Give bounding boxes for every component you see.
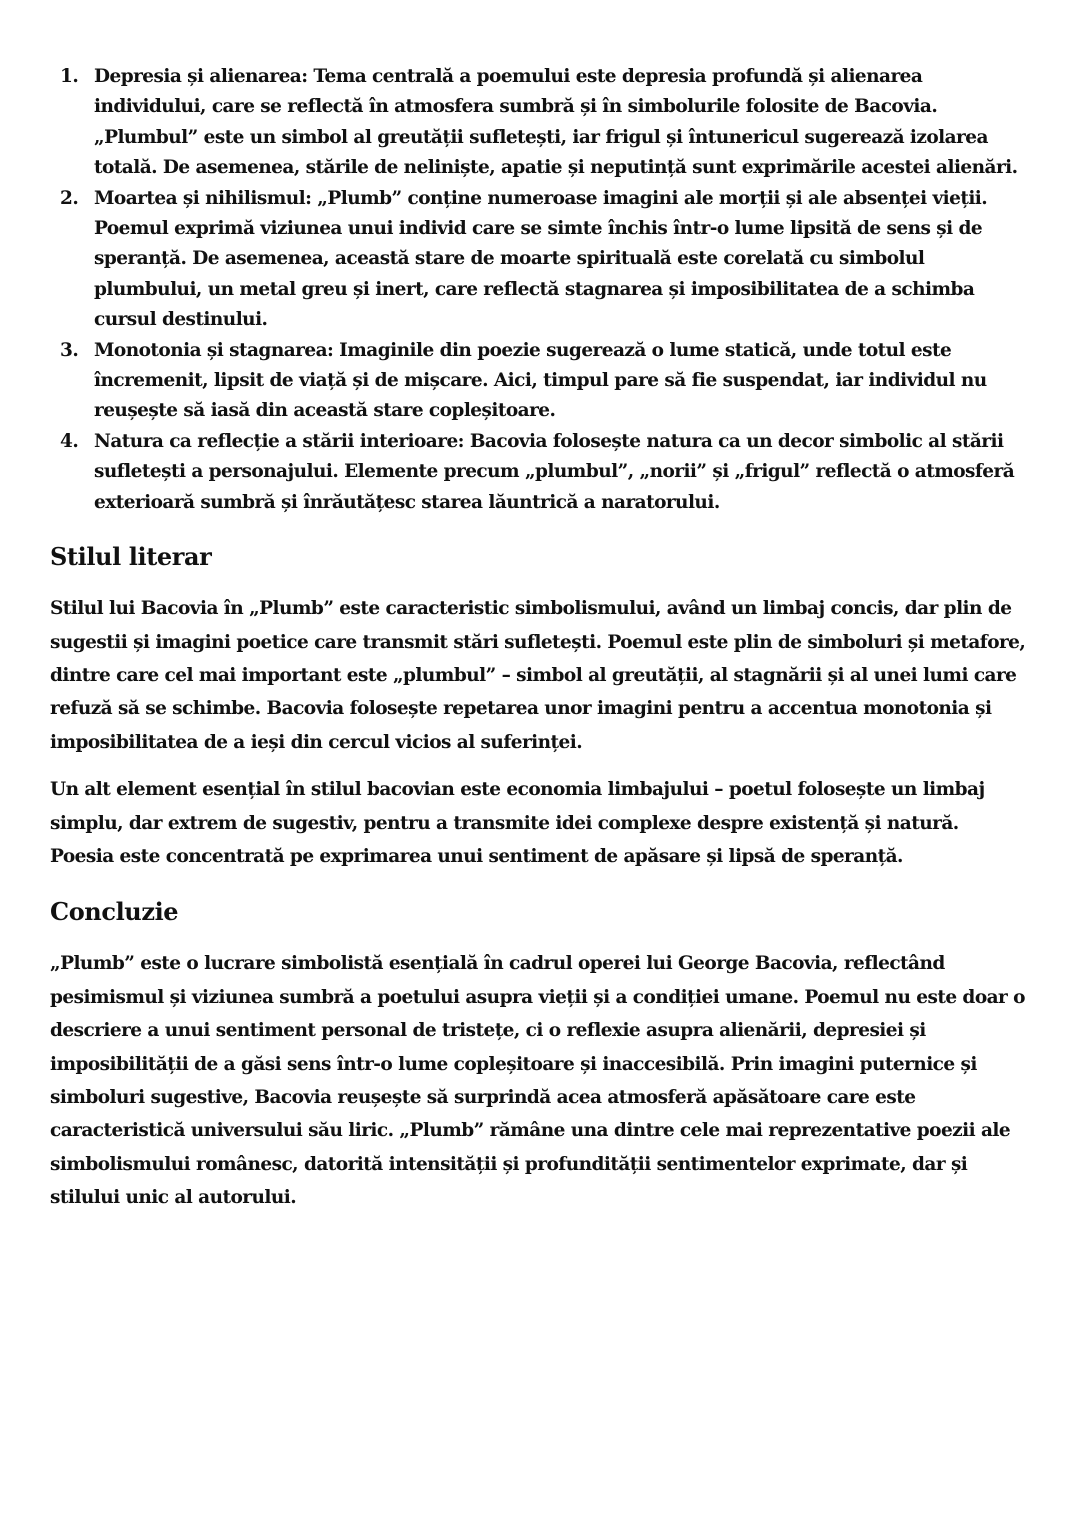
document-page bbox=[50, 62, 1028, 1229]
list-item-number: 4. bbox=[60, 430, 79, 452]
style-paragraph: Stilul lui Bacovia în „Plumb” este caracteristic simbolismului, având un limbaj concis, dar plin de sugestii și imagini poetice care transmit stări sufletești. Poemul este plin de simboluri și metafore, dintre care cel mai important este „plumbul” – simbol al greutății, al stagnării și al unei lumi care refuză să se schimbe. Bacovia folosește repetarea unor imagini pentru a accentua monotonia și imposibilitatea de a ieși din cercul vicios al suferinței. bbox=[50, 598, 1026, 753]
style-paragraph: Un alt element esențial în stilul bacovian este economia limbajului – poetul folosește un limbaj simplu, dar extrem de sugestiv, pentru a transmite idei complexe despre existență și natură. Poesia este concentrată pe exprimarea unui sentiment de apăsare și lipsă de speranță. bbox=[50, 779, 985, 867]
list-item-text: Depresia și alienarea: Tema centrală a poemului este depresia profundă și alienarea individului, care se reflectă în atmosfera sumbră și în simbolurile folosite de Bacovia. „Plumbul” este un simbol al greutății sufletești, iar frigul și întunericul sugerează izolarea totală. De asemenea, stările de neliniște, apatie și neputință sunt exprimările acestei alienări. bbox=[94, 66, 1018, 179]
conclusion-paragraph: „Plumb” este o lucrare simbolistă esențială în cadrul operei lui George Bacovia, reflectând pesimismul și viziunea sumbră a poetului asupra vieții și a condiției umane. Poemul nu este doar o descriere a unui sentiment personal de tristețe, ci o reflexie asupra alienării, depresiei și imposibilității de a găsi sens într-o lume copleșitoare și inaccesibilă. Prin imagini puternice și simboluri sugestive, Bacovia reușește să surprindă acea atmosferă apăsătoare care este caracteristică universului său liric. „Plumb” rămâne una dintre cele mai reprezentative poezii ale simbolismului românesc, datorită intensității și profundității sentimentelor exprimate, dar și stilului unic al autorului. bbox=[50, 953, 1025, 1209]
list-item-number: 1. bbox=[60, 66, 79, 87]
list-item-number: 3. bbox=[60, 339, 79, 361]
themes-list bbox=[50, 62, 1028, 518]
list-item bbox=[50, 184, 1028, 336]
list-item bbox=[50, 427, 1028, 518]
list-item-number: 2. bbox=[60, 187, 79, 209]
conclusion-heading: Concluzie bbox=[50, 897, 179, 927]
list-item bbox=[50, 336, 1028, 427]
list-item-text: Moartea și nihilismul: „Plumb” conține numeroase imagini ale morții și ale absenței vieții. Poemul exprimă viziunea unui individ care se simte închis într-o lume lipsită de sens și de speranță. De asemenea, această stare de moarte spirituală este corelată cu simbolul plumbului, un metal greu și inert, care reflectă stagnarea și imposibilitatea de a schimba cursul destinului. bbox=[94, 187, 988, 331]
style-heading: Stilul literar bbox=[50, 542, 212, 572]
list-item bbox=[50, 62, 1028, 184]
list-item-text: Monotonia și stagnarea: Imaginile din poezie sugerează o lume statică, unde totul este încremenit, lipsit de viață și de mișcare. Aici, timpul pare să fie suspendat, iar individul nu reușește să iasă din această stare copleșitoare. bbox=[94, 339, 987, 422]
list-item-text: Natura ca reflecție a stării interioare: Bacovia folosește natura ca un decor simbolic al stării sufletești a personajului. Elemente precum „plumbul”, „norii” și „frigul” reflectă o atmosferă exterioară sumbră și înrăutățesc starea lăuntrică a naratorului. bbox=[94, 430, 1015, 513]
